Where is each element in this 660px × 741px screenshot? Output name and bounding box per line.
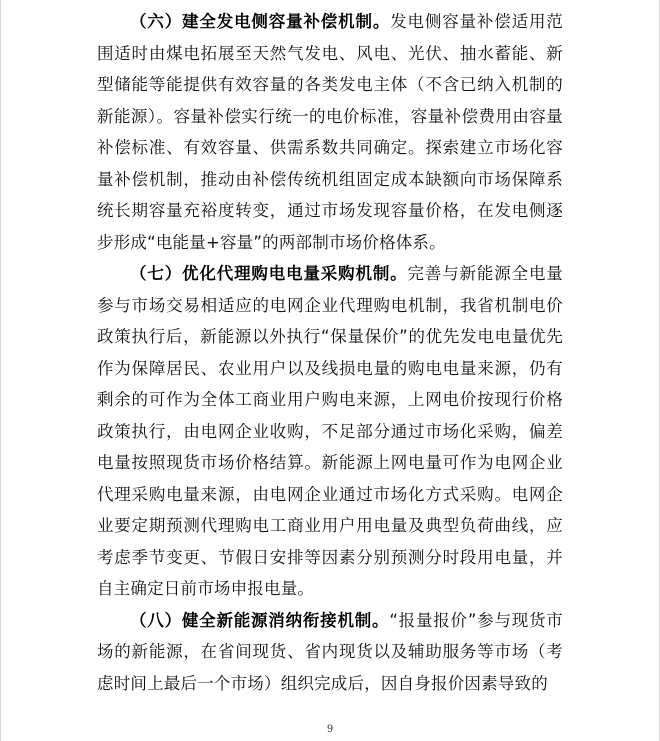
section-6-heading: （六）建全发电侧容量补偿机制。 <box>130 12 391 31</box>
document-body <box>97 6 563 699</box>
section-7-text: 完善与新能源全电量参与市场交易相适应的电网企业代理购电机制，我省机制电价政策执行后，新能源以外执行“保量保价”的优先发电电量优先作为保障居民、农业用户以及线损电量的购电电量来源，仍有剩余的可作为全体工商业用户购电来源，上网电价按现行价格政策执行，由电网企业收购，不足部分通过市场化采购，偏差电量按照现货市场价格结算。新能源上网电量可作为电网企业代理采购电量来源，由电网企业通过市场化方式采购。电网企业要定期预测代理购电工商业用户用电量及典型负荷曲线，应考虑季节变更、节假日安排等因素分别预测分时段用电量，并自主确定日前市场申报电量。 <box>97 264 563 598</box>
section-7-heading: （七）优化代理购电电量采购机制。 <box>130 264 408 283</box>
paragraph-section-6 <box>97 6 563 258</box>
page-number: 9 <box>326 724 334 735</box>
section-8-heading: （八）健全新能源消纳衔接机制。 <box>130 610 390 630</box>
section-6-text: 发电侧容量补偿适用范围适时由煤电拓展至天然气发电、风电、光伏、抽水蓄能、新型储能等能提供有效容量的各类发电主体（不含已纳入机制的新能源）。容量补偿实行统一的电价标准，容量补偿费用由容量补偿标准、有效容量、供需系数共同确定。探索建立市场化容量补偿机制，推动由补偿传统机组固定成本缺额向市场保障系统长期容量充裕度转变，通过市场发现容量价格，在发电侧逐步形成“电能量+容量”的两部制市场价格体系。 <box>97 12 564 252</box>
paragraph-section-8 <box>97 605 563 700</box>
paragraph-section-7 <box>97 258 563 605</box>
section-8-text: “报量报价”参与现货市场的新能源，在省间现货、省内现货以及辅助服务等市场（考虑时间上最后一个市场）组织完成后，因自身报价因素导致的 <box>97 610 564 693</box>
